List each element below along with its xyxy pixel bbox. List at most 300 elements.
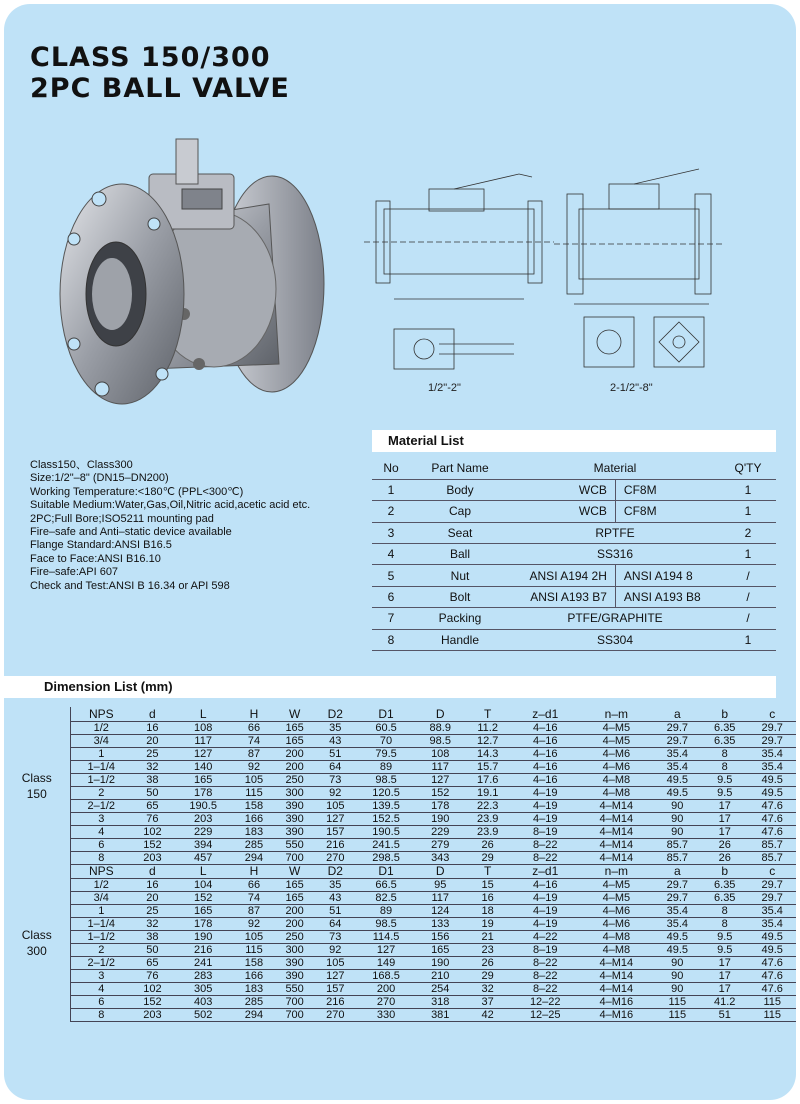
table-cell: 25: [132, 747, 173, 760]
table-cell: 17: [701, 956, 748, 969]
table-cell: 1–1/2: [70, 773, 132, 786]
table-cell: 4–22: [511, 930, 579, 943]
table-cell: 390: [274, 956, 315, 969]
table-cell: 115: [234, 943, 275, 956]
table-cell: 4–M8: [579, 773, 653, 786]
table-cell: 98.5: [356, 917, 417, 930]
column-header: z–d1: [511, 864, 579, 878]
table-cell: 90: [654, 812, 701, 825]
column-header: D2: [315, 864, 356, 878]
column-header: H: [234, 707, 275, 721]
table-cell: 51: [315, 904, 356, 917]
table-cell: 117: [173, 734, 234, 747]
table-cell: 47.6: [748, 799, 796, 812]
table-cell: 283: [173, 969, 234, 982]
table-cell: 82.5: [356, 891, 417, 904]
cell: 1: [744, 547, 752, 562]
table-cell: 43: [315, 891, 356, 904]
table-cell: 8–22: [511, 956, 579, 969]
table-cell: 270: [315, 1008, 356, 1021]
spec-line: Flange Standard:ANSI B16.5: [30, 539, 172, 552]
table-cell: 18: [464, 904, 511, 917]
table-cell: 152: [417, 786, 464, 799]
cell: 2: [744, 525, 752, 540]
table-cell: 49.5: [654, 943, 701, 956]
table-cell: 115: [234, 786, 275, 799]
table-cell: 108: [173, 721, 234, 734]
table-cell: 105: [234, 930, 275, 943]
cell: 3: [387, 525, 395, 540]
cell: Handle: [440, 632, 480, 647]
table-cell: 115: [654, 1008, 701, 1021]
table-cell: 102: [132, 825, 173, 838]
table-cell: 270: [315, 851, 356, 864]
table-cell: 4–M5: [579, 721, 653, 734]
column-header: D: [417, 707, 464, 721]
table-cell: 241: [173, 956, 234, 969]
table-row: [4, 747, 796, 760]
table-cell: 178: [173, 917, 234, 930]
table-cell: 26: [701, 838, 748, 851]
table-cell: 4–M14: [579, 825, 653, 838]
table-cell: 102: [132, 982, 173, 995]
table-cell: 60.5: [356, 721, 417, 734]
dimension-header-row: [4, 864, 796, 878]
table-cell: 127: [356, 943, 417, 956]
table-cell: 2–1/2: [70, 956, 132, 969]
table-cell: 165: [173, 773, 234, 786]
column-header: D1: [356, 864, 417, 878]
table-cell: 35.4: [654, 760, 701, 773]
table-cell: 8–19: [511, 825, 579, 838]
table-cell: 49.5: [654, 786, 701, 799]
table-row: [4, 825, 796, 838]
spec-line: Fire–safe:API 607: [30, 566, 119, 579]
title-line-1: CLASS 150/300: [30, 42, 271, 73]
table-cell: 4–M14: [579, 838, 653, 851]
table-cell: 29.7: [748, 891, 796, 904]
table-cell: 149: [356, 956, 417, 969]
table-cell: 203: [132, 851, 173, 864]
material-row: [372, 586, 776, 607]
table-row: [4, 773, 796, 786]
table-cell: 157: [315, 982, 356, 995]
table-cell: 29: [464, 851, 511, 864]
table-cell: 1/2: [70, 721, 132, 734]
table-cell: 8–19: [511, 943, 579, 956]
table-cell: 168.5: [356, 969, 417, 982]
table-cell: 15.7: [464, 760, 511, 773]
table-cell: 4–16: [511, 734, 579, 747]
table-cell: 250: [274, 773, 315, 786]
table-cell: 390: [274, 825, 315, 838]
column-header: L: [173, 864, 234, 878]
table-cell: 6: [70, 995, 132, 1008]
table-cell: 165: [274, 878, 315, 891]
table-cell: 6: [70, 838, 132, 851]
material-table: [372, 458, 776, 651]
table-cell: 108: [417, 747, 464, 760]
table-cell: 98.5: [417, 734, 464, 747]
table-cell: 117: [417, 760, 464, 773]
table-cell: 4–19: [511, 812, 579, 825]
table-cell: 127: [315, 812, 356, 825]
table-cell: 6.35: [701, 891, 748, 904]
table-cell: 4–M14: [579, 799, 653, 812]
table-cell: 17: [701, 982, 748, 995]
table-cell: 92: [234, 760, 275, 773]
table-cell: 65: [132, 799, 173, 812]
table-cell: 92: [234, 917, 275, 930]
material-header-row: [372, 458, 776, 479]
table-cell: 8: [701, 904, 748, 917]
table-cell: 139.5: [356, 799, 417, 812]
title-line-2: 2PC BALL VALVE: [30, 73, 290, 104]
table-cell: 12–25: [511, 1008, 579, 1021]
table-cell: 17: [701, 969, 748, 982]
table-cell: 403: [173, 995, 234, 1008]
header-part-name: Part Name: [431, 461, 489, 476]
table-cell: 183: [234, 982, 275, 995]
spec-line: Class150、Class300: [30, 459, 133, 471]
table-cell: 85.7: [748, 851, 796, 864]
datasheet: [4, 4, 796, 1100]
table-cell: 700: [274, 995, 315, 1008]
table-cell: 49.5: [748, 930, 796, 943]
table-cell: 298.5: [356, 851, 417, 864]
table-cell: 203: [173, 812, 234, 825]
table-cell: 85.7: [654, 838, 701, 851]
table-cell: 29.7: [654, 878, 701, 891]
table-row: [4, 1008, 796, 1021]
table-cell: 165: [274, 891, 315, 904]
table-cell: 700: [274, 851, 315, 864]
table-cell: 105: [234, 773, 275, 786]
cell: ANSI A193 B7: [510, 586, 615, 607]
table-row: [4, 760, 796, 773]
table-cell: 8: [701, 917, 748, 930]
table-cell: 550: [274, 838, 315, 851]
column-header: D: [417, 864, 464, 878]
dimension-header-row: [4, 707, 796, 721]
table-cell: 4–19: [511, 904, 579, 917]
table-cell: 89: [356, 904, 417, 917]
table-cell: 26: [464, 956, 511, 969]
table-cell: 17: [701, 799, 748, 812]
table-row: [4, 734, 796, 747]
cell: ANSI A193 B8: [623, 590, 701, 605]
table-cell: 4–M5: [579, 734, 653, 747]
cell: Nut: [450, 568, 470, 583]
table-cell: 1–1/2: [70, 930, 132, 943]
table-cell: 104: [173, 878, 234, 891]
technical-drawings: [354, 139, 774, 399]
table-cell: 381: [417, 1008, 464, 1021]
table-cell: 35.4: [654, 917, 701, 930]
table-cell: 38: [132, 930, 173, 943]
cell: Cap: [448, 504, 471, 519]
cell: 5: [387, 568, 395, 583]
cell: Seat: [447, 525, 473, 540]
table-cell: 51: [701, 1008, 748, 1021]
table-cell: 9.5: [701, 930, 748, 943]
table-cell: 89: [356, 760, 417, 773]
table-cell: 117: [417, 891, 464, 904]
cell: WCB: [510, 479, 615, 500]
table-cell: 50: [132, 786, 173, 799]
table-cell: 115: [748, 1008, 796, 1021]
table-row: [4, 786, 796, 799]
table-cell: 183: [234, 825, 275, 838]
table-cell: 1–1/4: [70, 760, 132, 773]
ball-valve-photo: [54, 134, 354, 414]
table-cell: 76: [132, 812, 173, 825]
table-cell: 200: [274, 747, 315, 760]
table-cell: 92: [315, 786, 356, 799]
spec-line: 2PC;Full Bore;ISO5211 mounting pad: [30, 512, 214, 525]
table-row: [4, 969, 796, 982]
table-cell: 216: [173, 943, 234, 956]
table-cell: 4–M14: [579, 956, 653, 969]
table-cell: 4–19: [511, 891, 579, 904]
table-cell: 343: [417, 851, 464, 864]
table-cell: 9.5: [701, 773, 748, 786]
drawing-caption-small: 1/2"-2": [428, 382, 461, 394]
table-cell: 16: [132, 721, 173, 734]
table-cell: 165: [274, 734, 315, 747]
column-header: b: [701, 864, 748, 878]
table-cell: 105: [315, 956, 356, 969]
spec-line: Fire–safe and Anti–static device available: [30, 526, 232, 539]
table-row: [4, 812, 796, 825]
table-cell: 32: [464, 982, 511, 995]
table-cell: 98.5: [356, 773, 417, 786]
table-cell: 127: [315, 969, 356, 982]
table-cell: 79.5: [356, 747, 417, 760]
table-cell: 8: [70, 1008, 132, 1021]
table-cell: 23.9: [464, 812, 511, 825]
cell: CF8M: [623, 483, 657, 498]
table-cell: 47.6: [748, 812, 796, 825]
table-cell: 17: [701, 825, 748, 838]
column-header: D1: [356, 707, 417, 721]
table-cell: 115: [654, 995, 701, 1008]
cell: ANSI A194 2H: [510, 565, 615, 586]
table-row: [4, 838, 796, 851]
column-header: NPS: [70, 864, 132, 878]
table-cell: 90: [654, 799, 701, 812]
table-cell: 23.9: [464, 825, 511, 838]
table-cell: 8–22: [511, 838, 579, 851]
table-cell: 4–16: [511, 721, 579, 734]
table-cell: 156: [417, 930, 464, 943]
table-cell: 95: [417, 878, 464, 891]
table-cell: 4–16: [511, 747, 579, 760]
class-label-line: Class: [21, 770, 52, 785]
table-cell: 6.35: [701, 878, 748, 891]
cell: SS316: [596, 547, 634, 562]
table-cell: 3: [70, 969, 132, 982]
table-cell: 90: [654, 982, 701, 995]
cell: 1: [744, 483, 752, 498]
table-cell: 300: [274, 943, 315, 956]
table-cell: 47.6: [748, 825, 796, 838]
table-cell: 300: [274, 786, 315, 799]
table-cell: 22.3: [464, 799, 511, 812]
cell: RPTFE: [595, 525, 635, 540]
table-cell: 8: [701, 760, 748, 773]
table-cell: 8–22: [511, 982, 579, 995]
table-cell: 4–M8: [579, 943, 653, 956]
table-cell: 26: [701, 851, 748, 864]
table-cell: 2: [70, 786, 132, 799]
table-cell: 1: [70, 904, 132, 917]
table-cell: 115: [748, 995, 796, 1008]
table-cell: 43: [315, 734, 356, 747]
table-cell: 49.5: [654, 773, 701, 786]
table-cell: 241.5: [356, 838, 417, 851]
spec-line: Check and Test:ANSI B 16.34 or API 598: [30, 579, 230, 592]
table-cell: 4–19: [511, 786, 579, 799]
table-cell: 200: [356, 982, 417, 995]
table-cell: 64: [315, 917, 356, 930]
column-header: n–m: [579, 864, 653, 878]
table-cell: 152.5: [356, 812, 417, 825]
table-cell: 29.7: [654, 891, 701, 904]
table-cell: 4–M14: [579, 812, 653, 825]
table-cell: 700: [274, 1008, 315, 1021]
cell: /: [746, 590, 750, 605]
table-cell: 2: [70, 943, 132, 956]
cell: Packing: [438, 611, 482, 626]
table-cell: 4: [70, 982, 132, 995]
class-label-line: 300: [26, 943, 47, 958]
table-row: [4, 891, 796, 904]
table-cell: 305: [173, 982, 234, 995]
table-cell: 140: [173, 760, 234, 773]
table-cell: 19: [464, 917, 511, 930]
table-cell: 4–16: [511, 878, 579, 891]
table-row: [4, 904, 796, 917]
table-cell: 20: [132, 891, 173, 904]
table-cell: 114.5: [356, 930, 417, 943]
column-header: c: [748, 864, 796, 878]
table-cell: 35.4: [748, 747, 796, 760]
table-cell: 35: [315, 878, 356, 891]
column-header: n–m: [579, 707, 653, 721]
column-header: NPS: [70, 707, 132, 721]
table-cell: 157: [315, 825, 356, 838]
table-cell: 203: [132, 1008, 173, 1021]
table-cell: 17.6: [464, 773, 511, 786]
table-cell: 3/4: [70, 891, 132, 904]
table-cell: 270: [356, 995, 417, 1008]
dimension-list-title: Dimension List (mm): [4, 676, 776, 698]
table-row: [4, 878, 796, 891]
table-cell: 4: [70, 825, 132, 838]
table-cell: 23: [464, 943, 511, 956]
table-cell: 152: [173, 891, 234, 904]
table-cell: 105: [315, 799, 356, 812]
cell: 1: [387, 483, 395, 498]
header-qty: Q'TY: [734, 461, 762, 476]
table-cell: 42: [464, 1008, 511, 1021]
table-cell: 550: [274, 982, 315, 995]
column-header: d: [132, 707, 173, 721]
table-cell: 47.6: [748, 982, 796, 995]
table-cell: 35.4: [748, 917, 796, 930]
column-header: L: [173, 707, 234, 721]
page-title: [30, 42, 290, 104]
column-header: c: [748, 707, 796, 721]
table-cell: 47.6: [748, 956, 796, 969]
cell: ANSI A194 8: [623, 568, 693, 583]
column-header: b: [701, 707, 748, 721]
table-row: [4, 956, 796, 969]
table-row: [4, 982, 796, 995]
table-cell: 29.7: [748, 734, 796, 747]
material-row: [372, 479, 776, 500]
table-cell: 3/4: [70, 734, 132, 747]
table-cell: 216: [315, 995, 356, 1008]
table-cell: 19.1: [464, 786, 511, 799]
spec-line: Working Temperature:<180℃ (PPL<300℃): [30, 485, 244, 498]
table-cell: 66: [234, 721, 275, 734]
table-cell: 15: [464, 878, 511, 891]
table-cell: 8: [701, 747, 748, 760]
table-cell: 16: [464, 891, 511, 904]
table-cell: 64: [315, 760, 356, 773]
class-label-line: 150: [26, 786, 47, 801]
table-cell: 2–1/2: [70, 799, 132, 812]
column-header: D2: [315, 707, 356, 721]
table-cell: 35: [315, 721, 356, 734]
header-no: No: [383, 461, 399, 476]
table-cell: 4–M6: [579, 904, 653, 917]
table-cell: 250: [274, 930, 315, 943]
cell: 6: [387, 590, 395, 605]
table-cell: 210: [417, 969, 464, 982]
table-cell: 124: [417, 904, 464, 917]
table-cell: 254: [417, 982, 464, 995]
table-cell: 3: [70, 812, 132, 825]
cell: 1: [744, 632, 752, 647]
table-cell: 4–19: [511, 799, 579, 812]
table-cell: 9.5: [701, 943, 748, 956]
table-cell: 152: [132, 838, 173, 851]
column-header: a: [654, 864, 701, 878]
table-cell: 9.5: [701, 786, 748, 799]
table-cell: 85.7: [748, 838, 796, 851]
table-row: [4, 851, 796, 864]
cell: Ball: [449, 547, 470, 562]
table-cell: 35.4: [654, 904, 701, 917]
cell: WCB: [510, 501, 615, 522]
table-cell: 12–22: [511, 995, 579, 1008]
table-cell: 21: [464, 930, 511, 943]
table-cell: 90: [654, 969, 701, 982]
cell: 8: [387, 632, 395, 647]
table-row: [4, 799, 796, 812]
table-cell: 158: [234, 956, 275, 969]
table-cell: 73: [315, 773, 356, 786]
table-cell: 41.2: [701, 995, 748, 1008]
spec-list: [30, 459, 310, 593]
table-cell: 35.4: [654, 747, 701, 760]
cell: 1: [744, 504, 752, 519]
table-cell: 178: [417, 799, 464, 812]
table-cell: 216: [315, 838, 356, 851]
